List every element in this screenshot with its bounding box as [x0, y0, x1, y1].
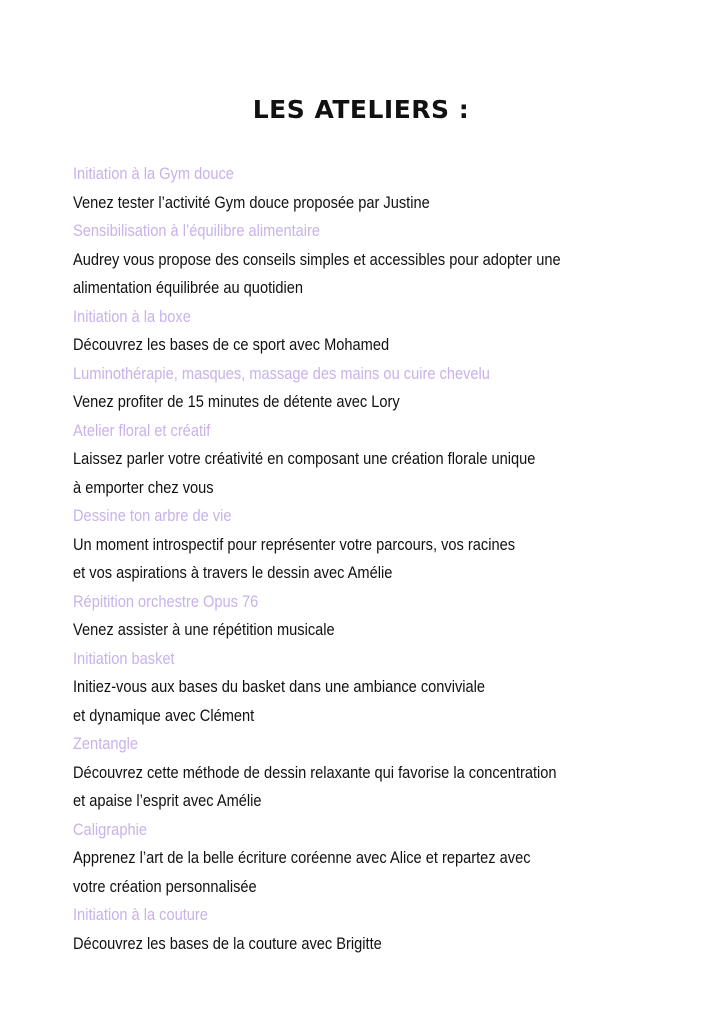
workshop-item [73, 588, 653, 645]
description-line: Audrey vous propose des conseils simples et accessibles pour adopter une [73, 249, 561, 269]
workshop-title: Initiation à la couture [73, 905, 208, 924]
workshop-description [73, 930, 572, 959]
description-line: Laissez parler votre créativité en composant une création florale unique [73, 449, 536, 468]
description-line: Découvrez cette méthode de dessin relaxante qui favorise la concentration [73, 762, 557, 782]
workshop-item [73, 217, 653, 303]
description-line: et dynamique avec Clément [73, 705, 255, 725]
page-title: LES ATELIERS : [252, 94, 470, 124]
workshop-item [73, 816, 653, 902]
description-line: et apaise l’esprit avec Amélie [73, 791, 262, 810]
workshop-title: Initiation basket [73, 648, 175, 668]
description-line: Venez profiter de 15 minutes de détente avec Lory [73, 392, 400, 411]
workshop-list [73, 160, 653, 958]
workshop-item [73, 502, 653, 588]
description-line: et vos aspirations à travers le dessin avec Amélie [73, 563, 393, 582]
description-line: Initiez-vous aux bases du basket dans une ambiance conviviale [73, 677, 486, 696]
workshop-item [73, 417, 653, 503]
workshop-title: Dessine ton arbre de vie [73, 506, 232, 525]
workshop-description [73, 246, 572, 303]
workshop-description [73, 388, 572, 417]
workshop-title: Zentangle [73, 734, 139, 753]
workshop-item [73, 360, 653, 417]
workshop-description [73, 844, 572, 901]
workshop-description [73, 445, 572, 502]
workshop-description [73, 331, 572, 360]
workshop-description [73, 759, 572, 816]
workshop-description [73, 616, 572, 645]
workshop-title: Répitition orchestre Opus 76 [73, 591, 259, 611]
workshop-description [73, 531, 572, 588]
description-line: Découvrez les bases de la couture avec Brigitte [73, 933, 382, 953]
description-line: Venez tester l’activité Gym douce proposée par Justine [73, 192, 430, 212]
workshop-title: Initiation à la boxe [73, 306, 191, 326]
description-line: Un moment introspectif pour représenter votre parcours, vos racines [73, 534, 516, 554]
workshop-description [73, 189, 572, 218]
description-line: Découvrez les bases de ce sport avec Mohamed [73, 335, 390, 354]
workshop-title: Caligraphie [73, 819, 147, 839]
workshop-title: Sensibilisation à l’équilibre alimentaire [73, 221, 321, 240]
workshop-title: Atelier floral et créatif [73, 420, 211, 440]
workshop-item [73, 730, 653, 816]
description-line: Apprenez l’art de la belle écriture coréenne avec Alice et repartez avec [73, 848, 531, 867]
workshop-item [73, 160, 653, 217]
description-line: alimentation équilibrée au quotidien [73, 278, 304, 297]
description-line: Venez assister à une répétition musicale [73, 620, 335, 639]
workshop-title: Initiation à la Gym douce [73, 164, 234, 183]
workshop-item [73, 645, 653, 731]
workshop-description [73, 673, 572, 730]
workshop-item [73, 303, 653, 360]
workshop-item [73, 901, 653, 958]
workshop-title: Luminothérapie, masques, massage des mains ou cuire chevelu [73, 363, 490, 383]
description-line: votre création personnalisée [73, 876, 257, 896]
description-line: à emporter chez vous [73, 477, 214, 497]
